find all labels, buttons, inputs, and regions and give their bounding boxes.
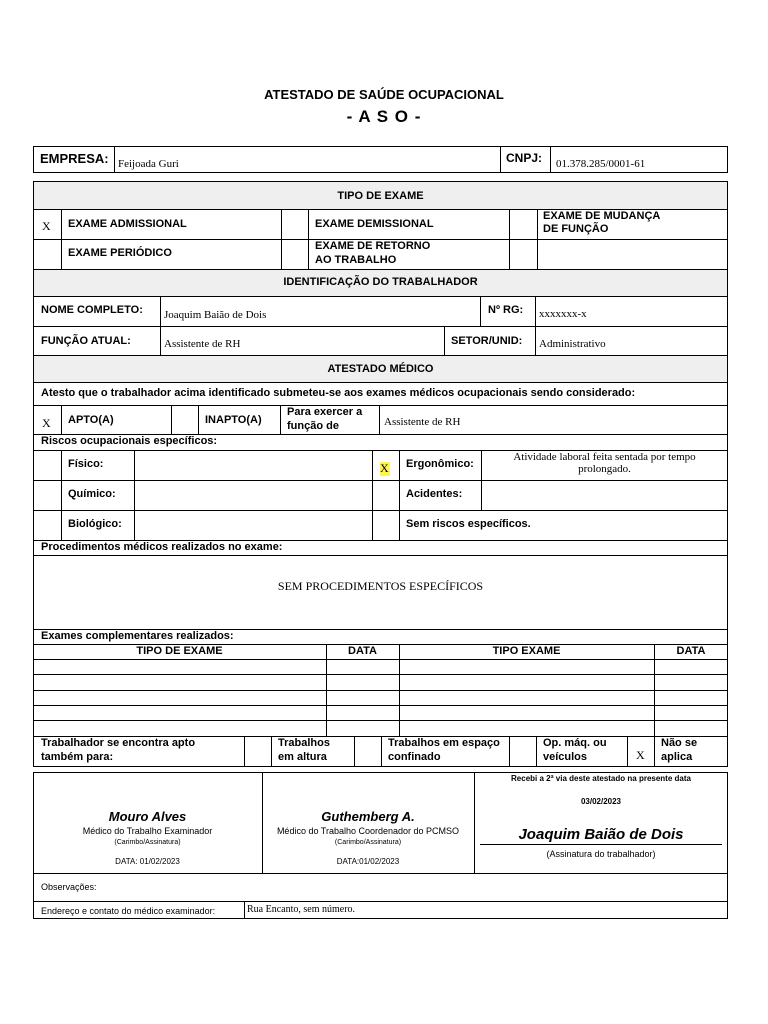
col-data: DATA: [348, 645, 377, 657]
coordenador-role: Médico do Trabalho Coordenador do PCMSO: [276, 826, 460, 836]
exame-mudanca-label-1: EXAME DE MUDANÇA: [543, 210, 661, 222]
observacoes-label: Observações:: [41, 882, 97, 892]
exame-retorno-label-1: EXAME DE RETORNO: [315, 240, 431, 252]
trabalhador-signature: Joaquim Baião de Dois: [518, 826, 684, 843]
setor-label: SETOR/UNID:: [451, 335, 523, 347]
nome-label: NOME COMPLETO:: [41, 304, 143, 316]
atestado-heading: ATESTADO MÉDICO: [327, 363, 434, 375]
sem-riscos-label: Sem riscos específicos.: [406, 518, 531, 530]
exame-mudanca-label-2: DE FUNÇÃO: [543, 223, 609, 235]
coordenador-stamp: (Carimbo/Assinatura): [334, 839, 402, 846]
ergonomico-desc-1: Atividade laboral feita sentada por tempo: [513, 451, 696, 463]
acidentes-label: Acidentes:: [406, 488, 463, 500]
examinador-role: Médico do Trabalho Examinador: [82, 826, 213, 836]
exercer-label-2: função de: [287, 420, 339, 432]
exame-retorno-label-2: AO TRABALHO: [315, 254, 397, 266]
exame-demissional-label: EXAME DEMISSIONAL: [315, 218, 434, 230]
exercer-funcao-value: Assistente de RH: [384, 416, 461, 428]
cnpj-value: 01.378.285/0001-61: [556, 158, 646, 170]
procedimentos-value: SEM PROCEDIMENTOS ESPECÍFICOS: [277, 579, 484, 593]
recebi-text: Recebi a 2ª via deste atestado na presente data: [511, 774, 691, 783]
tipo-exame-heading: TIPO DE EXAME: [337, 190, 424, 202]
ergonomico-checkbox[interactable]: X: [380, 461, 389, 475]
recebi-date: 03/02/2023: [580, 797, 622, 806]
funcao-label: FUNÇÃO ATUAL:: [41, 335, 131, 347]
op-maq-label-1: Op. máq. ou: [543, 737, 607, 749]
procedimentos-heading: Procedimentos médicos realizados no exame:: [41, 541, 283, 553]
setor-value: Administrativo: [539, 338, 606, 350]
rg-label: Nº RG:: [488, 304, 524, 316]
exame-admissional-label: EXAME ADMISSIONAL: [68, 218, 187, 230]
atestado-statement: Atesto que o trabalhador acima identificado submeteu-se aos exames médicos ocupacionais sendo considerado:: [41, 387, 636, 399]
trabalhador-heading: IDENTIFICAÇÃO DO TRABALHADOR: [283, 276, 478, 288]
apto-tambem-label-1: Trabalhador se encontra apto: [41, 737, 196, 749]
fisico-label: Físico:: [68, 458, 104, 470]
op-maq-label-2: veículos: [543, 751, 588, 763]
ergonomico-desc-2: prolongado.: [578, 463, 631, 475]
biologico-label: Biológico:: [68, 518, 122, 530]
cnpj-label: CNPJ:: [506, 151, 543, 165]
rg-value: xxxxxxx-x: [539, 308, 587, 320]
examinador-stamp: (Carimbo/Assinatura): [114, 839, 181, 846]
empresa-label: EMPRESA:: [40, 151, 109, 166]
exame-periodico-label: EXAME PERIÓDICO: [68, 247, 172, 259]
endereco-value: Rua Encanto, sem número.: [247, 904, 356, 915]
apto-checkbox[interactable]: X: [42, 416, 51, 430]
riscos-heading: Riscos ocupacionais específicos:: [41, 435, 218, 447]
confinado-label-1: Trabalhos em espaço: [388, 737, 500, 749]
empresa-value: Feijoada Guri: [118, 158, 179, 170]
inapto-label: INAPTO(A): [205, 414, 262, 426]
nao-aplica-label-2: aplica: [661, 751, 693, 763]
col-tipo-exame: TIPO DE EXAME: [136, 645, 223, 657]
examinador-signature: Mouro Alves: [108, 809, 187, 824]
nome-value: Joaquim Baião de Dois: [164, 309, 267, 321]
document-subtitle: - A S O -: [346, 107, 422, 126]
document-title: ATESTADO DE SAÚDE OCUPACIONAL: [264, 87, 504, 102]
funcao-value: Assistente de RH: [164, 338, 241, 350]
nao-aplica-checkbox[interactable]: X: [636, 748, 645, 762]
ergonomico-label: Ergonômico:: [406, 458, 474, 470]
altura-label-2: em altura: [278, 751, 327, 763]
exercer-label-1: Para exercer a: [287, 406, 363, 418]
quimico-label: Químico:: [68, 488, 116, 500]
apto-tambem-label-2: também para:: [41, 751, 114, 763]
endereco-label: Endereço e contato do médico examinador:: [41, 906, 216, 916]
admissional-checkbox[interactable]: X: [42, 219, 51, 233]
confinado-label-2: confinado: [388, 751, 441, 763]
col-data-2: DATA: [676, 645, 706, 657]
col-tipo-exame-2: TIPO EXAME: [492, 645, 561, 657]
complementares-heading: Exames complementares realizados:: [41, 630, 234, 642]
examinador-date: DATA: 01/02/2023: [115, 857, 180, 866]
apto-label: APTO(A): [68, 414, 114, 426]
trabalhador-signature-caption: (Assinatura do trabalhador): [546, 849, 656, 859]
coordenador-signature: Guthemberg A.: [321, 809, 415, 824]
coordenador-date: DATA:01/02/2023: [336, 857, 400, 866]
altura-label-1: Trabalhos: [278, 737, 330, 749]
nao-aplica-label-1: Não se: [661, 737, 698, 749]
